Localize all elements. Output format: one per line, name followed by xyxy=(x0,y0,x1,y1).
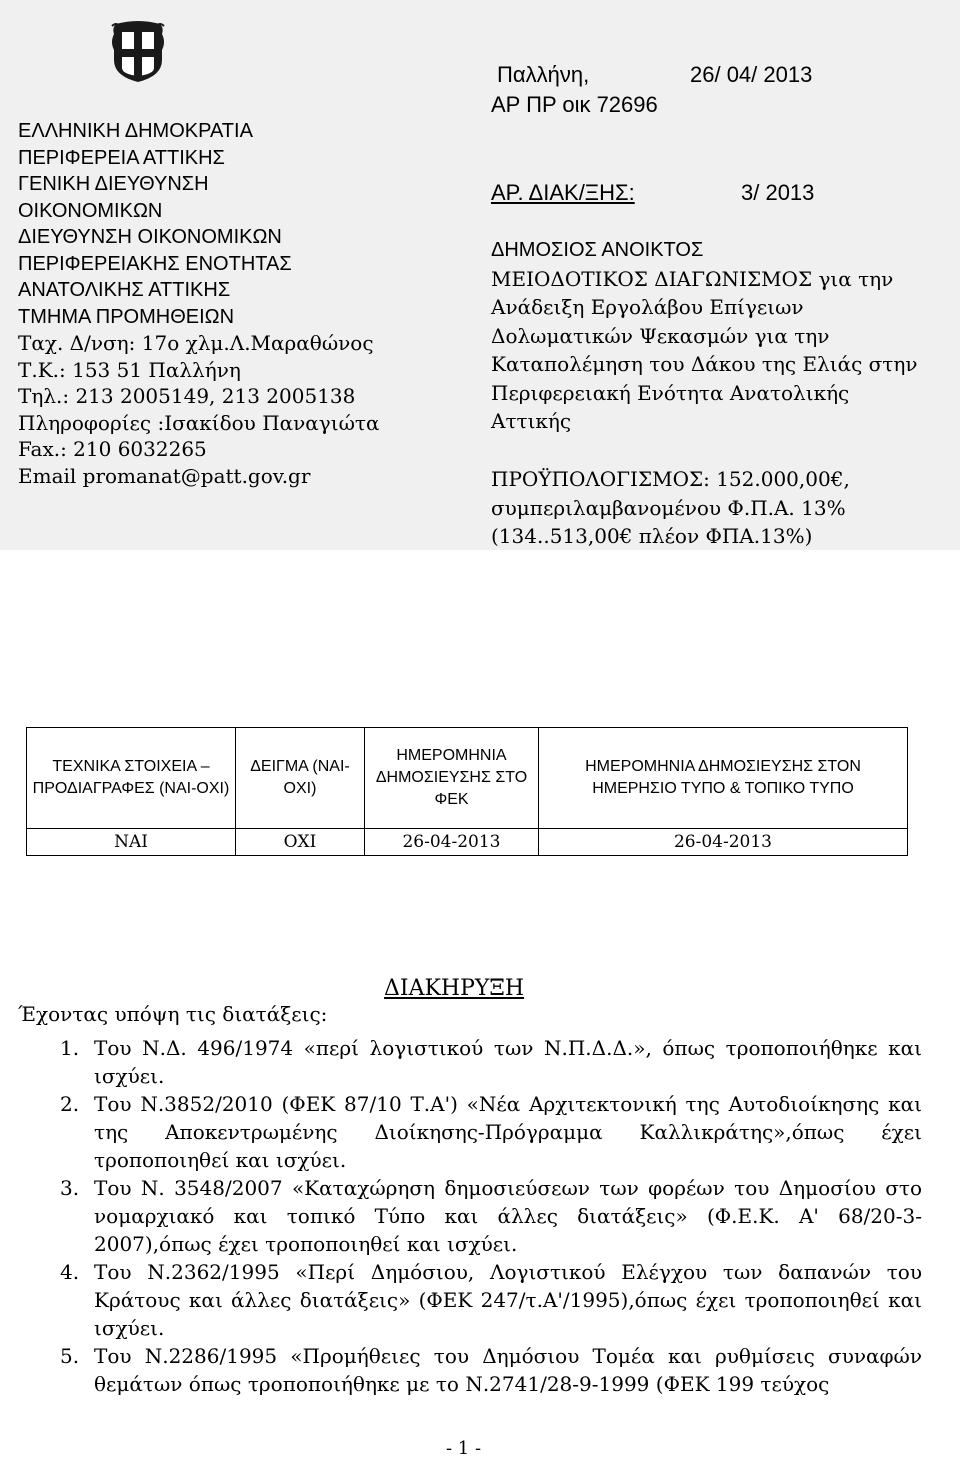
publication-info-table xyxy=(26,727,908,856)
postal-code-line: Τ.Κ.: 153 51 Παλλήνη xyxy=(18,357,241,382)
subject-line: Καταπολέμηση του Δάκου της Ελιάς στην xyxy=(491,352,918,376)
budget-line: (134..513,00€ πλέον ΦΠΑ.13%) xyxy=(491,524,813,548)
declaration-number xyxy=(491,180,815,206)
budget-block xyxy=(491,465,850,551)
subject-line: Περιφερειακή Ενότητα Ανατολικής xyxy=(491,380,850,405)
list-item xyxy=(60,1034,922,1090)
place-label: Παλλήνη, xyxy=(497,62,590,87)
list-item-text: Του Ν. 3548/2007 «Καταχώρηση δημοσιεύσεων των φορέων του Δημοσίου στο νομαρχιακό και τοπικό Τύπο και άλλες διατάξεις» (Φ.Ε.Κ. Α' 68/20-3-2007),όπως έχει τροποποιηθεί και ισχύει. xyxy=(94,1176,922,1256)
tender-subject xyxy=(491,236,917,436)
authority-line: ΠΕΡΙΦΕΡΕΙΑ ΑΤΤΙΚΗΣ xyxy=(18,146,225,169)
subject-line: Ανάδειξη Εργολάβου Επίγειων xyxy=(491,295,804,319)
budget-line: συμπεριλαμβανομένου Φ.Π.Α. 13% xyxy=(491,495,846,520)
list-item xyxy=(60,1342,922,1398)
protocol-number: ΑΡ ΠΡ οικ 72696 xyxy=(491,92,658,117)
authority-line: ΓΕΝΙΚΗ ΔΙΕΥΘΥΝΣΗ xyxy=(18,173,209,195)
subject-line: ΔΗΜΟΣΙΟΣ ΑΝΟΙΚΤΟΣ xyxy=(491,239,704,261)
authority-line: ΔΙΕΥΘΥΝΣΗ ΟΙΚΟΝΟΜΙΚΩΝ xyxy=(18,226,282,248)
contact-person-line: Πληροφορίες :Ισακίδου Παναγιώτα xyxy=(18,410,380,435)
list-item-text: Του Ν.Δ. 496/1974 «περί λογιστικού των Ν.Π.Δ.Δ.», όπως τροποποιήθηκε και ισχύει. xyxy=(94,1036,922,1088)
budget-line: ΠΡΟΫΠΟΛΟΓΙΣΜΟΣ: 152.000,00€, xyxy=(491,467,850,491)
list-item-text: Του Ν.2286/1995 «Προμήθειες του Δημόσιου Τομέα και ρυθμίσεις συναφών θεμάτων όπως τροποποιήθηκε με το Ν.2741/28-9-1999 (ΦΕΚ 199 τεύχος xyxy=(94,1344,922,1396)
intro-text: Έχοντας υπόψη τις διατάξεις: xyxy=(18,1002,328,1026)
list-item-number: 5. xyxy=(60,1344,80,1368)
authority-line: ΠΕΡΙΦΕΡΕΙΑΚΗΣ ΕΝΟΤΗΤΑΣ xyxy=(18,252,292,275)
table-cell-specs: ΝΑΙ xyxy=(27,829,236,856)
declaration-number-label: ΑΡ. ΔΙΑΚ/ΞΗΣ: xyxy=(491,180,635,205)
legal-basis-list xyxy=(60,1034,922,1398)
fax-line: Fax.: 210 6032265 xyxy=(18,437,207,461)
list-item-text: Του Ν.2362/1995 «Περί Δημόσιου, Λογιστικού Ελέγχου των δαπανών του Κράτους και άλλες διατάξεις» (ΦΕΚ 247/τ.Α'/1995),όπως έχει τροποποιηθεί και ισχύει. xyxy=(94,1260,922,1340)
declaration-number-value: 3/ 2013 xyxy=(741,180,815,205)
authority-line: ΕΛΛΗΝΙΚΗ ΔΗΜΟΚΡΑΤΙΑ xyxy=(18,120,253,142)
column-header-sample: ΔΕΙΓΜΑ (ΝΑΙ-ΟΧΙ) xyxy=(236,728,365,829)
table-cell-press-date: 26-04-2013 xyxy=(539,829,908,856)
list-item-number: 1. xyxy=(60,1036,80,1060)
table-header-row xyxy=(27,728,908,829)
letterhead xyxy=(0,0,960,550)
column-header-specs: ΤΕΧΝΙΚΑ ΣΤΟΙΧΕΙΑ – ΠΡΟΔΙΑΓΡΑΦΕΣ (ΝΑΙ-ΟΧΙ) xyxy=(27,728,236,829)
authority-line: ΑΝΑΤΟΛΙΚΗΣ ΑΤΤΙΚΗΣ xyxy=(18,279,231,301)
subject-line: Δολωματικών Ψεκασμών για την xyxy=(491,323,830,348)
column-header-fek-date: ΗΜΕΡΟΜΗΝΙΑ ΔΗΜΟΣΙΕΥΣΗΣ ΣΤΟ ΦΕΚ xyxy=(365,728,539,829)
column-header-press-date: ΗΜΕΡΟΜΗΝΙΑ ΔΗΜΟΣΙΕΥΣΗΣ ΣΤΟΝ ΗΜΕΡΗΣΙΟ ΤΥΠΟ & ΤΟΠΙΚΟ ΤΥΠΟ xyxy=(539,728,908,829)
list-item xyxy=(60,1174,922,1258)
table-row xyxy=(27,829,908,856)
list-item xyxy=(60,1258,922,1342)
list-item-number: 3. xyxy=(60,1176,80,1200)
address-line: Ταχ. Δ/νση: 17ο χλμ.Λ.Μαραθώνος xyxy=(18,331,374,355)
email-line: Email promanat@patt.gov.gr xyxy=(18,463,311,488)
subject-line: Αττικής xyxy=(491,409,572,433)
table-cell-fek-date: 26-04-2013 xyxy=(365,829,539,856)
phone-line: Τηλ.: 213 2005149, 213 2005138 xyxy=(18,384,356,408)
page-number: - 1 - xyxy=(446,1438,482,1459)
place-date xyxy=(497,62,813,88)
subject-line: ΜΕΙΟΔΟΤΙΚΟΣ ΔΙΑΓΩΝΙΣΜΟΣ για την xyxy=(491,266,894,291)
authority-line: ΟΙΚΟΝΟΜΙΚΩΝ xyxy=(18,199,163,222)
list-item-text: Του Ν.3852/2010 (ΦΕΚ 87/10 Τ.Α') «Νέα Αρχιτεκτονική της Αυτοδιοίκησης και της Αποκεντρωμένης Διοίκησης-Πρόγραμμα Καλλικράτης»,όπως έχει τροποποιηθεί και ισχύει. xyxy=(94,1092,922,1172)
list-item-number: 4. xyxy=(60,1260,80,1284)
authority-address-block xyxy=(18,118,379,489)
document-title: ΔΙΑΚΗΡΥΞΗ xyxy=(384,976,525,1001)
date-value: 26/ 04/ 2013 xyxy=(690,62,813,87)
list-item-number: 2. xyxy=(60,1092,80,1116)
greek-coat-of-arms-icon xyxy=(110,20,166,84)
list-item xyxy=(60,1090,922,1174)
table-cell-sample: ΟΧΙ xyxy=(236,829,365,856)
authority-line: ΤΜΗΜΑ ΠΡΟΜΗΘΕΙΩΝ xyxy=(18,305,235,328)
